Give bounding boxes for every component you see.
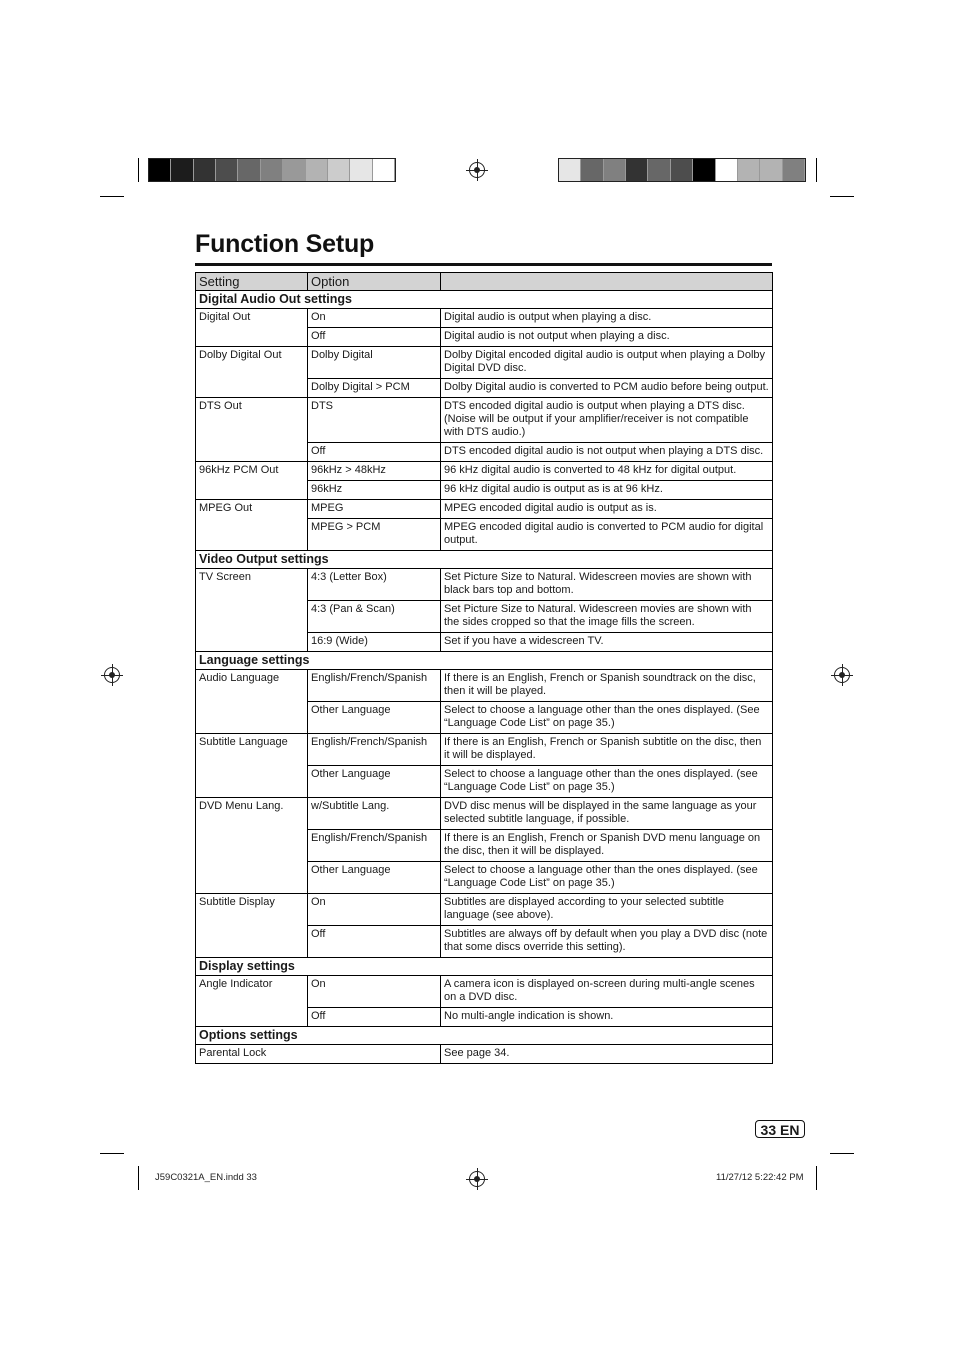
option-value: 96kHz [308,481,441,500]
setting-name: DTS Out [196,398,308,462]
crop-mark [830,1153,854,1154]
option-value: 4:3 (Pan & Scan) [308,601,441,633]
registration-mark-icon [104,667,120,683]
setting-name: Angle Indicator [196,976,308,1027]
section-heading-row [196,551,773,569]
option-value: Off [308,1008,441,1027]
section-heading: Options settings [196,1027,773,1045]
option-description: If there is an English, French or Spanish soundtrack on the disc, then it will be played. [441,670,773,702]
setting-name: TV Screen [196,569,308,652]
color-swatch [783,159,805,181]
option-value: Other Language [308,862,441,894]
option-value: 16:9 (Wide) [308,633,441,652]
setting-name: Subtitle Language [196,734,308,798]
color-swatch [149,159,171,181]
color-swatch [693,159,715,181]
option-description: If there is an English, French or Spanish DVD menu language on the disc, then it will be displayed. [441,830,773,862]
option-description: 96 kHz digital audio is converted to 48 kHz for digital output. [441,462,773,481]
table-row [196,894,773,926]
page-title: Function Setup [195,230,375,258]
crop-mark [100,1153,124,1154]
color-swatch [283,159,305,181]
setting-name: Digital Out [196,309,308,347]
option-description: Select to choose a language other than the ones displayed. (see “Language Code List” on page 35.) [441,766,773,798]
option-description: Subtitles are always off by default when you play a DVD disc (note that some discs override this setting). [441,926,773,958]
color-bar-right [558,158,806,182]
option-value: English/French/Spanish [308,734,441,766]
option-description: 96 kHz digital audio is output as is at 96 kHz. [441,481,773,500]
column-header [441,273,773,291]
section-heading: Display settings [196,958,773,976]
color-swatch [216,159,238,181]
option-description: Dolby Digital audio is converted to PCM audio before being output. [441,379,773,398]
color-bar-left [148,158,396,182]
color-swatch [171,159,193,181]
option-value: Other Language [308,766,441,798]
option-description: Subtitles are displayed according to your selected subtitle language (see above). [441,894,773,926]
table-row [196,976,773,1008]
option-value: English/French/Spanish [308,830,441,862]
setting-name: Audio Language [196,670,308,734]
option-value: DTS [308,398,441,443]
option-value: Off [308,328,441,347]
option-description: MPEG encoded digital audio is output as is. [441,500,773,519]
option-value: Off [308,443,441,462]
color-swatch [738,159,760,181]
section-heading-row [196,291,773,309]
column-header: Setting [196,273,308,291]
option-description: DTS encoded digital audio is output when playing a DTS disc. (Noise will be output if your amplifier/receiver is not compatible with DTS audio.) [441,398,773,443]
color-swatch [373,159,395,181]
table-row [196,309,773,328]
option-value: w/Subtitle Lang. [308,798,441,830]
option-description: Select to choose a language other than the ones displayed. (see “Language Code List” on page 35.) [441,862,773,894]
table-header-row [196,273,773,291]
crop-mark [138,1166,139,1190]
option-description: No multi-angle indication is shown. [441,1008,773,1027]
color-swatch [626,159,648,181]
registration-mark-icon [469,1171,485,1187]
registration-mark-icon [469,162,485,178]
column-header: Option [308,273,441,291]
section-heading: Digital Audio Out settings [196,291,773,309]
option-value: 96kHz > 48kHz [308,462,441,481]
option-value: Dolby Digital > PCM [308,379,441,398]
table-row [196,1045,773,1064]
color-swatch [306,159,328,181]
table-row [196,569,773,601]
color-swatch [604,159,626,181]
section-heading: Video Output settings [196,551,773,569]
color-swatch [238,159,260,181]
option-description: DTS encoded digital audio is not output when playing a DTS disc. [441,443,773,462]
option-description: Set Picture Size to Natural. Widescreen movies are shown with black bars top and bottom. [441,569,773,601]
option-value: MPEG [308,500,441,519]
table-row [196,734,773,766]
option-value: English/French/Spanish [308,670,441,702]
setting-name: Parental Lock [196,1045,441,1064]
table-row [196,670,773,702]
option-description: DVD disc menus will be displayed in the same language as your selected subtitle language, if possible. [441,798,773,830]
table-row [196,500,773,519]
option-description: Dolby Digital encoded digital audio is output when playing a Dolby Digital DVD disc. [441,347,773,379]
setting-name: Dolby Digital Out [196,347,308,398]
crop-mark [816,1166,817,1190]
section-heading-row [196,958,773,976]
option-value: 4:3 (Letter Box) [308,569,441,601]
option-description: Set Picture Size to Natural. Widescreen movies are shown with the sides cropped so that the image fills the screen. [441,601,773,633]
setting-name: MPEG Out [196,500,308,551]
crop-mark [100,196,124,197]
option-description: A camera icon is displayed on-screen during multi-angle scenes on a DVD disc. [441,976,773,1008]
color-swatch [716,159,738,181]
option-description: MPEG encoded digital audio is converted to PCM audio for digital output. [441,519,773,551]
color-swatch [760,159,782,181]
option-value: On [308,976,441,1008]
title-rule [195,263,772,266]
crop-mark [138,158,139,182]
page-number: 33 EN [755,1120,805,1138]
option-description: Select to choose a language other than the ones displayed. (See “Language Code List” on page 35.) [441,702,773,734]
color-swatch [648,159,670,181]
option-value: Other Language [308,702,441,734]
option-description: Set if you have a widescreen TV. [441,633,773,652]
color-swatch [194,159,216,181]
color-swatch [559,159,581,181]
table-row [196,798,773,830]
color-swatch [328,159,350,181]
setting-name: DVD Menu Lang. [196,798,308,894]
option-value: Off [308,926,441,958]
registration-mark-icon [834,667,850,683]
color-swatch [581,159,603,181]
table-row [196,347,773,379]
option-description: Digital audio is output when playing a disc. [441,309,773,328]
option-description: Digital audio is not output when playing a disc. [441,328,773,347]
footer-file-info: J59C0321A_EN.indd 33 [155,1172,257,1183]
color-swatch [350,159,372,181]
crop-mark [830,196,854,197]
table-row [196,398,773,443]
setting-name: 96kHz PCM Out [196,462,308,500]
option-description: See page 34. [441,1045,773,1064]
option-value: MPEG > PCM [308,519,441,551]
table-row [196,462,773,481]
section-heading: Language settings [196,652,773,670]
footer-timestamp: 11/27/12 5:22:42 PM [716,1172,804,1183]
option-value: On [308,894,441,926]
section-heading-row [196,1027,773,1045]
option-description: If there is an English, French or Spanish subtitle on the disc, then it will be displayed. [441,734,773,766]
function-setup-table [195,272,773,1064]
setting-name: Subtitle Display [196,894,308,958]
color-swatch [671,159,693,181]
option-value: Dolby Digital [308,347,441,379]
section-heading-row [196,652,773,670]
color-swatch [261,159,283,181]
crop-mark [816,158,817,182]
option-value: On [308,309,441,328]
